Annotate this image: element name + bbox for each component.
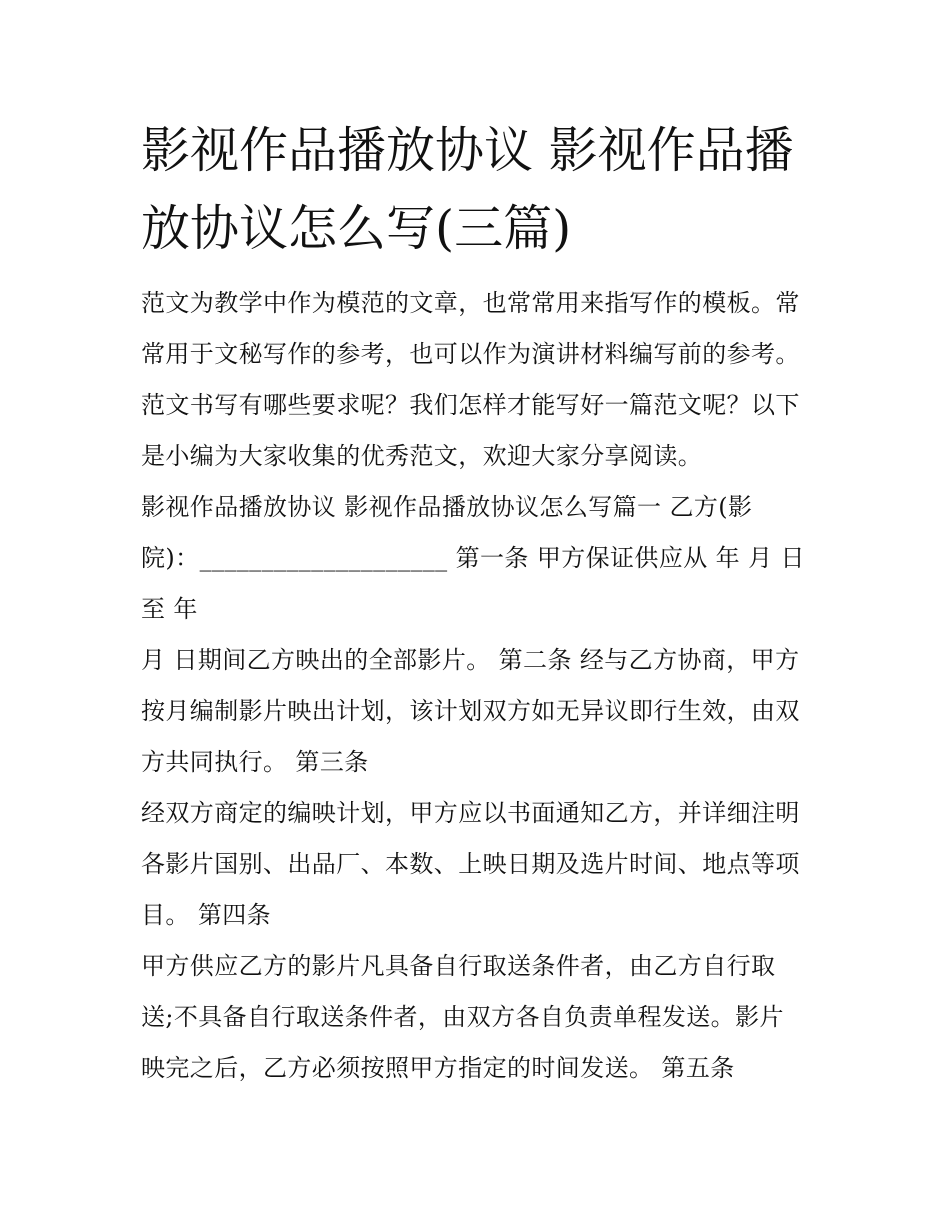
document-page [141, 112, 811, 1094]
body-line: 影视作品播放协议 影视作品播放协议怎么写篇一 乙方(影 [141, 493, 753, 521]
title-line: 影视作品播放协议 影视作品播 [141, 122, 794, 179]
document-title [141, 112, 811, 268]
body-line: 方共同执行。 第三条 [141, 748, 369, 776]
document-body [141, 278, 811, 1094]
body-line: 院)：____________________ 第一条 甲方保证供应从 年 月 日 [141, 544, 805, 572]
body-line: 目。 第四条 [141, 901, 272, 929]
body-line: 映完之后，乙方必须按照甲方指定的时间发送。 第五条 [141, 1054, 735, 1082]
body-line: 范文为教学中作为模范的文章，也常常用来指写作的模板。常 [141, 289, 800, 317]
body-line: 是小编为大家收集的优秀范文，欢迎大家分享阅读。 [141, 442, 703, 470]
body-line: 按月编制影片映出计划，该计划双方如无异议即行生效，由双 [141, 697, 800, 725]
body-line: 经双方商定的编映计划，甲方应以书面通知乙方，并详细注明 [141, 799, 800, 827]
body-line: 常用于文秘写作的参考，也可以作为演讲材料编写前的参考。 [141, 340, 800, 368]
body-line: 送;不具备自行取送条件者，由双方各自负责单程发送。影片 [141, 1003, 784, 1031]
body-line: 各影片国别、出品厂、本数、上映日期及选片时间、地点等项 [141, 850, 800, 878]
body-line: 范文书写有哪些要求呢？我们怎样才能写好一篇范文呢？以下 [141, 391, 800, 419]
body-line: 至 年 [141, 595, 198, 623]
body-line: 甲方供应乙方的影片凡具备自行取送条件者，由乙方自行取 [141, 952, 776, 980]
title-line: 放协议怎么写(三篇) [141, 200, 572, 257]
body-line: 月 日期间乙方映出的全部影片。 第二条 经与乙方协商，甲方 [141, 646, 800, 674]
